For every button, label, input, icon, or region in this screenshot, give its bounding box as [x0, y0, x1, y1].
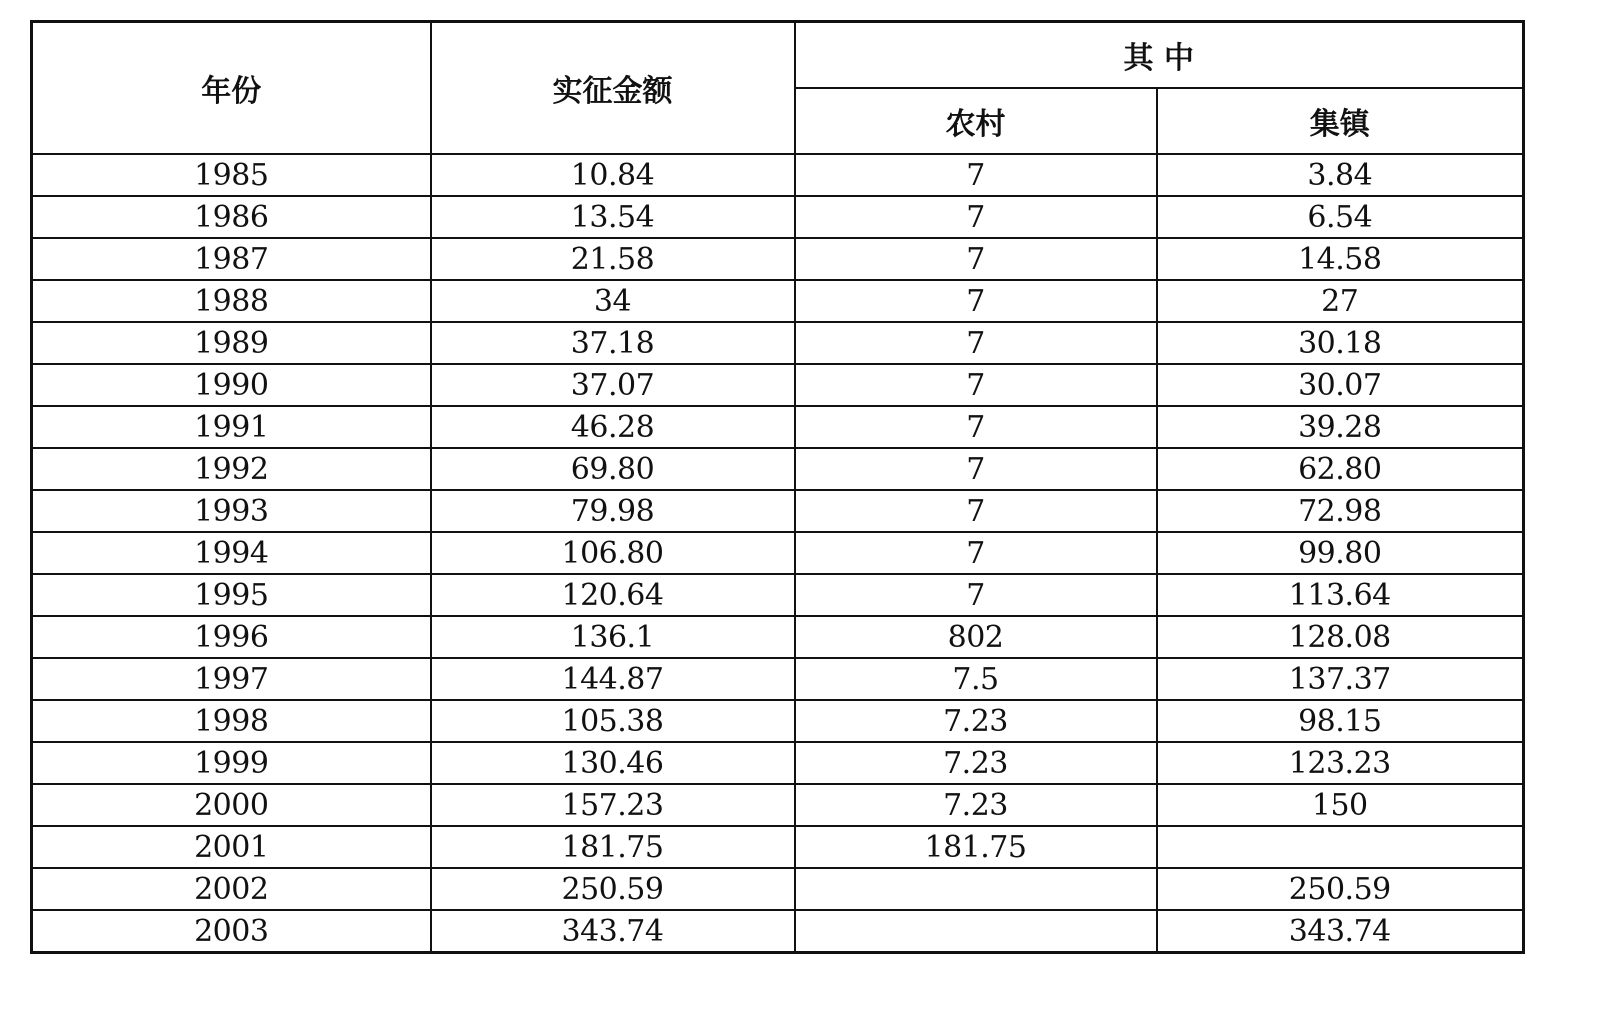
cell-year: 2003	[32, 910, 431, 953]
header-rural: 农村	[795, 88, 1157, 154]
cell-total: 343.74	[431, 910, 795, 953]
table-row	[32, 196, 1524, 238]
table-row	[32, 868, 1524, 910]
cell-town: 137.37	[1157, 658, 1524, 700]
cell-year: 1995	[32, 574, 431, 616]
header-town: 集镇	[1157, 88, 1524, 154]
cell-year: 1996	[32, 616, 431, 658]
table-row	[32, 364, 1524, 406]
cell-town	[1157, 826, 1524, 868]
table-row	[32, 910, 1524, 953]
cell-rural: 7	[795, 490, 1157, 532]
cell-year: 2001	[32, 826, 431, 868]
cell-rural: 7.23	[795, 742, 1157, 784]
table-row	[32, 490, 1524, 532]
cell-town: 27	[1157, 280, 1524, 322]
data-table	[30, 20, 1525, 954]
data-table-container	[30, 20, 1522, 954]
cell-town: 30.07	[1157, 364, 1524, 406]
cell-total: 181.75	[431, 826, 795, 868]
cell-total: 34	[431, 280, 795, 322]
cell-town: 343.74	[1157, 910, 1524, 953]
cell-rural: 7	[795, 154, 1157, 196]
cell-town: 72.98	[1157, 490, 1524, 532]
cell-year: 1989	[32, 322, 431, 364]
cell-rural: 7.23	[795, 700, 1157, 742]
cell-total: 250.59	[431, 868, 795, 910]
cell-year: 1993	[32, 490, 431, 532]
table-row	[32, 826, 1524, 868]
cell-rural: 7	[795, 532, 1157, 574]
cell-rural: 7	[795, 574, 1157, 616]
cell-year: 2002	[32, 868, 431, 910]
cell-rural: 7	[795, 238, 1157, 280]
cell-town: 150	[1157, 784, 1524, 826]
cell-rural: 7	[795, 448, 1157, 490]
cell-town: 39.28	[1157, 406, 1524, 448]
cell-year: 1986	[32, 196, 431, 238]
header-group: 其 中	[795, 22, 1524, 89]
table-row	[32, 154, 1524, 196]
cell-rural: 181.75	[795, 826, 1157, 868]
cell-town: 62.80	[1157, 448, 1524, 490]
table-row	[32, 406, 1524, 448]
cell-rural	[795, 910, 1157, 953]
cell-town: 123.23	[1157, 742, 1524, 784]
cell-total: 46.28	[431, 406, 795, 448]
cell-year: 1999	[32, 742, 431, 784]
cell-total: 21.58	[431, 238, 795, 280]
cell-town: 3.84	[1157, 154, 1524, 196]
cell-total: 106.80	[431, 532, 795, 574]
cell-total: 144.87	[431, 658, 795, 700]
cell-year: 1997	[32, 658, 431, 700]
table-body	[32, 154, 1524, 953]
cell-rural	[795, 868, 1157, 910]
cell-year: 2000	[32, 784, 431, 826]
cell-town: 128.08	[1157, 616, 1524, 658]
cell-rural: 7	[795, 196, 1157, 238]
cell-town: 14.58	[1157, 238, 1524, 280]
cell-rural: 7	[795, 322, 1157, 364]
cell-total: 13.54	[431, 196, 795, 238]
table-row	[32, 574, 1524, 616]
table-row	[32, 322, 1524, 364]
cell-total: 105.38	[431, 700, 795, 742]
cell-rural: 802	[795, 616, 1157, 658]
cell-total: 157.23	[431, 784, 795, 826]
cell-town: 30.18	[1157, 322, 1524, 364]
table-row	[32, 700, 1524, 742]
cell-town: 99.80	[1157, 532, 1524, 574]
table-header	[32, 22, 1524, 155]
cell-total: 130.46	[431, 742, 795, 784]
cell-year: 1985	[32, 154, 431, 196]
cell-town: 98.15	[1157, 700, 1524, 742]
cell-year: 1987	[32, 238, 431, 280]
cell-total: 37.07	[431, 364, 795, 406]
table-row	[32, 532, 1524, 574]
cell-rural: 7	[795, 406, 1157, 448]
cell-year: 1988	[32, 280, 431, 322]
table-row	[32, 784, 1524, 826]
table-row	[32, 280, 1524, 322]
table-row	[32, 448, 1524, 490]
cell-year: 1992	[32, 448, 431, 490]
cell-rural: 7	[795, 364, 1157, 406]
table-row	[32, 238, 1524, 280]
cell-total: 136.1	[431, 616, 795, 658]
cell-rural: 7	[795, 280, 1157, 322]
header-total: 实征金额	[431, 22, 795, 155]
cell-year: 1990	[32, 364, 431, 406]
table-row	[32, 658, 1524, 700]
cell-total: 120.64	[431, 574, 795, 616]
cell-total: 37.18	[431, 322, 795, 364]
cell-total: 69.80	[431, 448, 795, 490]
table-row	[32, 742, 1524, 784]
cell-town: 250.59	[1157, 868, 1524, 910]
table-row	[32, 616, 1524, 658]
cell-town: 113.64	[1157, 574, 1524, 616]
header-row-top	[32, 22, 1524, 89]
cell-rural: 7.23	[795, 784, 1157, 826]
cell-year: 1994	[32, 532, 431, 574]
cell-total: 10.84	[431, 154, 795, 196]
cell-year: 1998	[32, 700, 431, 742]
cell-town: 6.54	[1157, 196, 1524, 238]
cell-year: 1991	[32, 406, 431, 448]
cell-rural: 7.5	[795, 658, 1157, 700]
cell-total: 79.98	[431, 490, 795, 532]
header-year: 年份	[32, 22, 431, 155]
